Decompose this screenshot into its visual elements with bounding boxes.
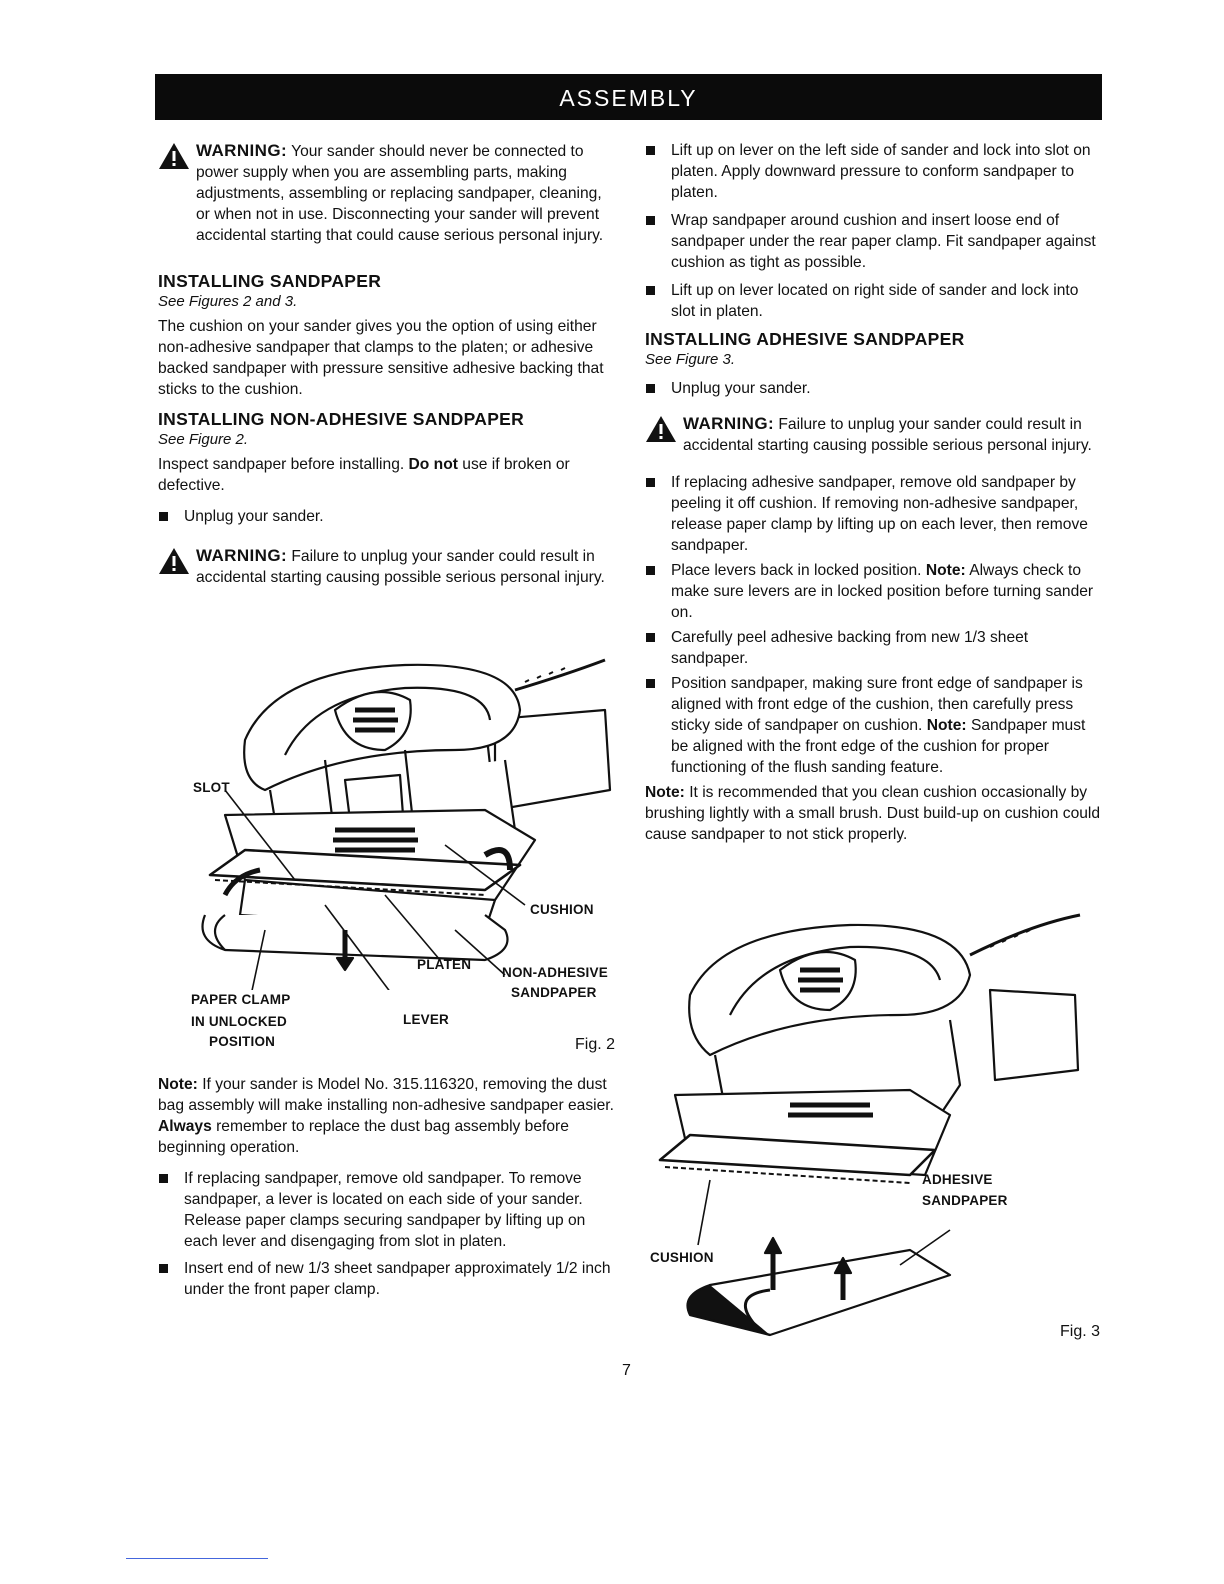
sander-drawing-fig2 [185,640,635,990]
label-non-adhesive-2: SANDPAPER [511,985,597,1000]
warning-block-1 [158,140,618,246]
label-paper-clamp-3: POSITION [209,1034,276,1049]
label-slot: SLOT [193,780,230,795]
bullet-unplug-right: Unplug your sander. [645,378,1107,399]
heading-non-adhesive: INSTALLING NON-ADHESIVE SANDPAPER [158,409,525,429]
right-column [645,140,1107,845]
heading-installing-sandpaper: INSTALLING SANDPAPER [158,271,382,291]
label-cushion-fig3: CUSHION [650,1250,714,1265]
do-not-emphasis: Do not [408,456,458,473]
always-emphasis: Always [158,1118,212,1135]
label-lever: LEVER [403,1012,450,1027]
inspect-rest: use if broken or defective. [158,456,570,494]
see-figures: See Figures 2 and 3. [158,293,298,310]
label-adhesive-2: SANDPAPER [922,1193,1008,1208]
warning-label: WARNING: [196,546,288,565]
warning-triangle-icon [158,547,190,575]
bullet-replacing: If replacing sandpaper, remove old sandpaper. To remove sandpaper, a lever is located on each side of your sander. Release paper clamps securing sandpaper by lifting up on each lever and disengaging from slot in platen. [158,1168,618,1252]
place-note-label: Note: [925,562,966,579]
note-text-2: remember to replace the dust bag assembly before beginning operation. [158,1118,569,1156]
note2-label: Note: [645,784,685,801]
bullet-unplug-left: Unplug your sander. [158,506,618,527]
inspect-part: Inspect sandpaper before installing. [158,456,405,473]
label-adhesive-1: ADHESIVE [922,1172,993,1187]
bullet-place-levers [645,560,1107,623]
note-text-1: If your sander is Model No. 315.116320, removing the dust bag assembly will make installing non-adhesive sandpaper easier. [158,1076,614,1114]
page-number: 7 [622,1362,631,1379]
warning-triangle-icon [645,415,677,443]
position-note-label: Note: [926,717,967,734]
bullet-replacing-adhesive: If replacing adhesive sandpaper, remove old sandpaper by peeling it off cushion. If removing non-adhesive sandpaper, release paper clamp by lifting up on each lever, then remove sandpaper. [645,472,1107,556]
label-paper-clamp-2: IN UNLOCKED [191,1014,287,1029]
note2-text: It is recommended that you clean cushion occasionally by brushing lightly with a small brush. Dust build-up on cushion could cause sandpaper to not stick properly. [645,784,1101,843]
figure-3 [650,895,1110,1350]
bullet-lift-right: Lift up on lever located on right side of sander and lock into slot in platen. [645,280,1107,322]
figure-2-number: Fig. 2 [575,1036,616,1053]
warning-triangle-icon [158,142,190,170]
warning-block-2 [158,545,618,588]
bullet-peel: Carefully peel adhesive backing from new 1/3 sheet sandpaper. [645,627,1107,669]
bullet-insert: Insert end of new 1/3 sheet sandpaper approximately 1/2 inch under the front paper clamp. [158,1258,618,1300]
place-text-1: Place levers back in locked position. [671,562,922,579]
heading-adhesive: INSTALLING ADHESIVE SANDPAPER [645,329,965,349]
warning-text: Failure to unplug your sander could result in accidental starting causing possible serious personal injury. [683,416,1092,454]
figure-3-number: Fig. 3 [1060,1323,1101,1340]
note-clean-cushion [645,782,1107,845]
bullet-position [645,673,1107,778]
left-column [158,140,618,588]
left-column-bottom [158,1074,618,1300]
label-paper-clamp-1: PAPER CLAMP [191,992,291,1007]
warning-text: Your sander should never be connected to power supply when you are assembling parts, making adjustments, assembling or replacing sandpaper, cleaning, or when not in use. Disconnecting your sander will prevent accidental starting that could cause serious personal injury. [196,143,604,244]
see-figure-3: See Figure 3. [645,351,736,368]
inspect-text [158,454,618,496]
installing-text: The cushion on your sander gives you the option of using either non-adhesive sandpaper that clamps to the platen; or adhesive backed sandpaper with pressure sensitive adhesive backing that sticks to the cushion. [158,318,604,398]
label-non-adhesive-1: NON-ADHESIVE [502,965,608,980]
note-label: Note: [158,1076,198,1093]
label-cushion: CUSHION [530,902,594,917]
bullet-lift-left: Lift up on lever on the left side of sander and lock into slot on platen. Apply downward pressure to conform sandpaper to platen. [645,140,1107,203]
warning-text: Failure to unplug your sander could result in accidental starting causing possible serious personal injury. [196,548,605,586]
bullet-wrap: Wrap sandpaper around cushion and insert loose end of sandpaper under the rear paper clamp. Fit sandpaper against cushion as tight as possible. [645,210,1107,273]
see-figure-2: See Figure 2. [158,431,249,448]
section-banner: ASSEMBLY [155,74,1102,120]
place-text-2: Always check to make sure levers are in locked position before turning sander on. [671,562,1094,621]
note-model [158,1074,618,1158]
footer-divider [126,1558,268,1559]
label-platen: PLATEN [417,957,472,972]
warning-block-3 [645,413,1107,456]
sander-drawing-fig3 [650,895,1110,1350]
position-text-2: Sandpaper must be aligned with the front edge of the cushion for proper functioning of the flush sanding feature. [671,717,1086,776]
position-text-1: Position sandpaper, making sure front edge of sandpaper is aligned with front edge of the cushion, then carefully press sticky side of sandpaper on cushion. [671,675,1083,734]
figure-2 [185,640,635,1060]
warning-label: WARNING: [196,141,288,160]
warning-label: WARNING: [683,414,775,433]
